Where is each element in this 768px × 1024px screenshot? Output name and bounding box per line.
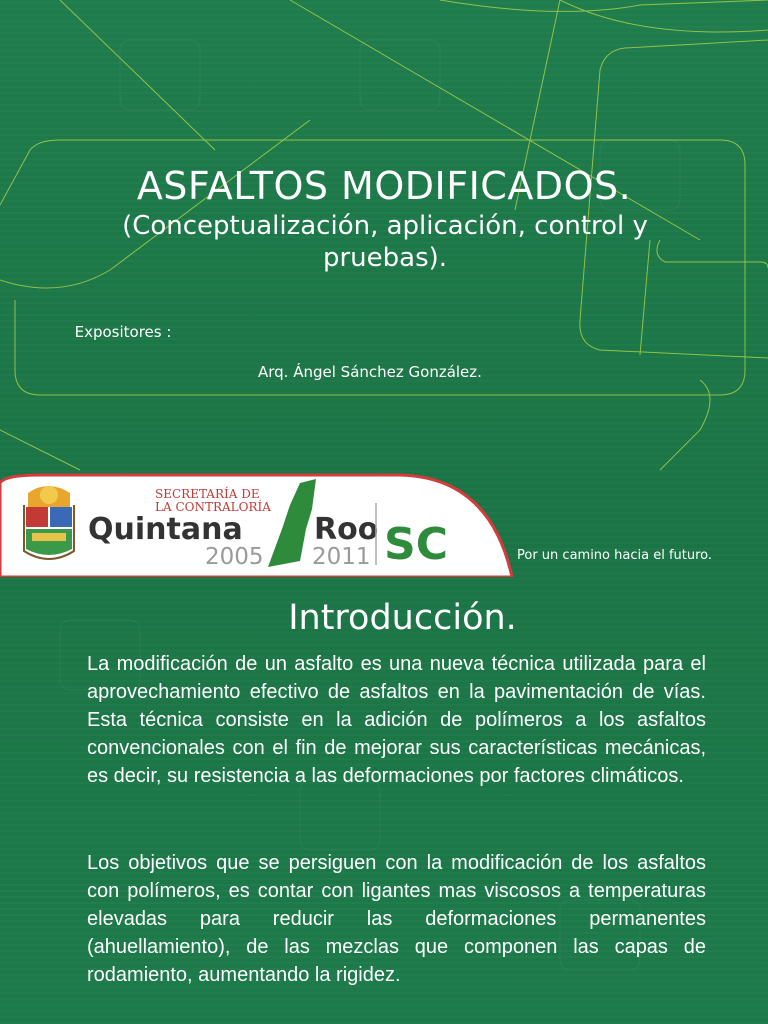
year-end: 2011 [312, 544, 371, 570]
presenter-name: Arq. Ángel Sánchez González. [258, 363, 482, 381]
slide-subtitle: (Conceptualización, aplicación, control y pruebas). [122, 211, 648, 273]
secretaria-line2: LA CONTRALORÍA [155, 500, 271, 514]
state-word-quintana: Quintana [88, 512, 243, 547]
year-start: 2005 [205, 544, 264, 570]
intro-paragraph-2: Los objetivos que se persiguen con la modificación de los asfaltos con polímeros, es contar con ligantes mas viscosos a temperaturas elevadas para reducir las deformaciones permanentes (ahuellamiento), de las mezclas que componen las capas de rodamiento, aumentando la rigidez. [87, 852, 706, 986]
slide-title: ASFALTOS MODIFICADOS. [136, 164, 632, 208]
banner-tagline: Por un camino hacia el futuro. [517, 548, 713, 563]
state-word-roo: Roo [314, 512, 379, 547]
agency-logo-sc: SC [384, 519, 448, 570]
secretaria-line1: SECRETARÍA DE [155, 487, 260, 501]
intro-paragraph-1: La modificación de un asfalto es una nueva técnica utilizada para el aprovechamiento efectivo de asfaltos en la pavimentación de vías. Esta técnica consiste en la adición de polímeros a los asfaltos convencionales con el fin de mejorar sus características mecánicas, es decir, su resistencia a las deformaciones por factores climáticos. [87, 653, 706, 787]
presenters-label: Expositores : [74, 323, 172, 341]
section-heading: Introducción. [288, 598, 517, 638]
